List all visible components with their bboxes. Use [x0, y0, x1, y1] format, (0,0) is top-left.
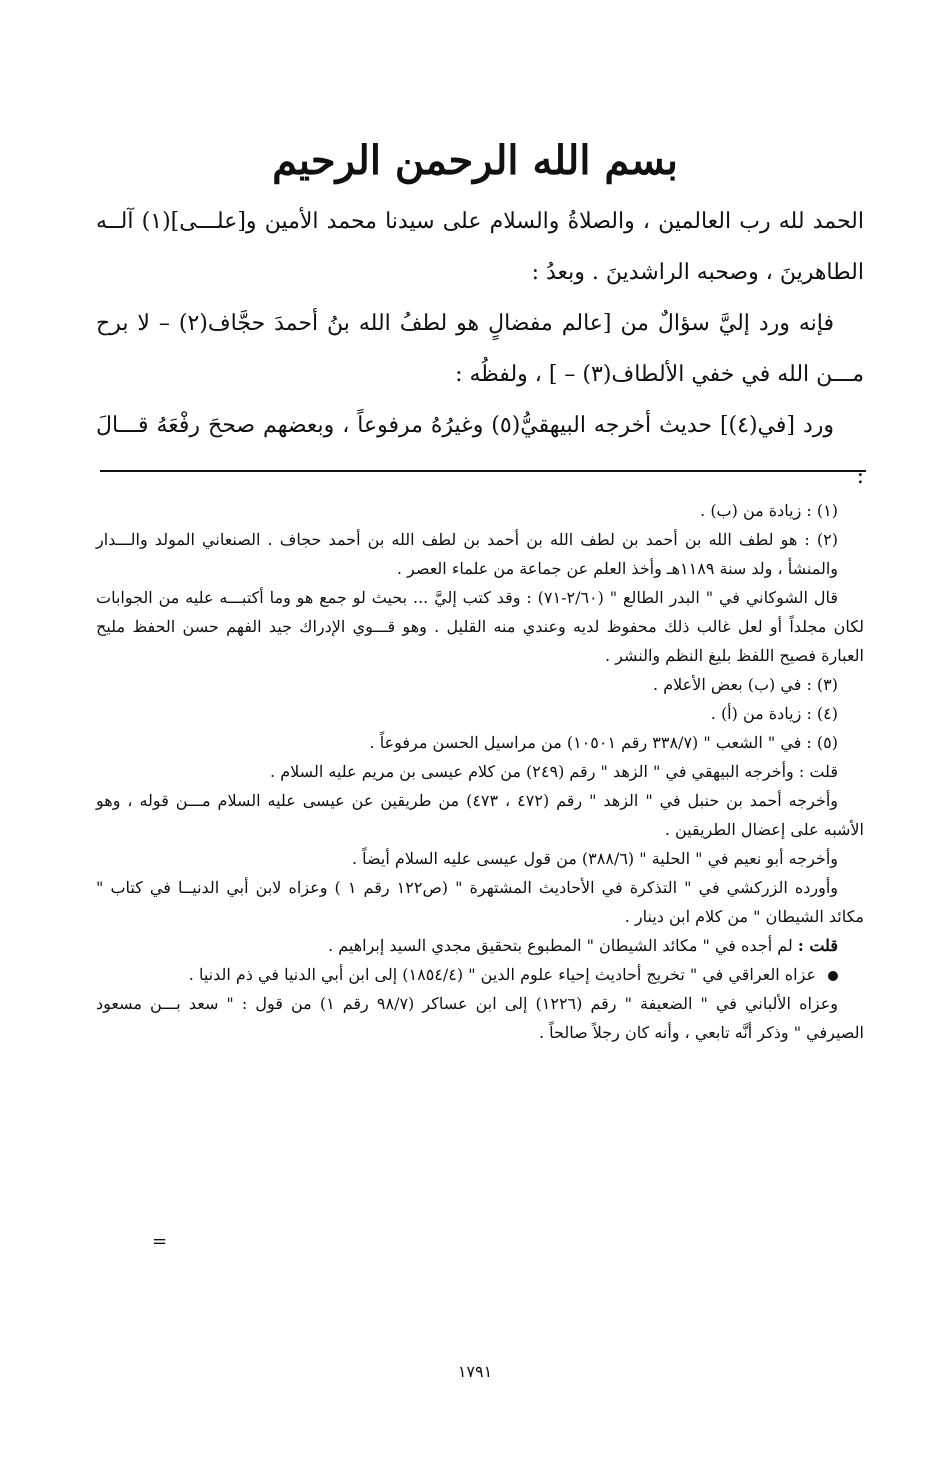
bullet-icon: [828, 971, 838, 981]
footnote-5-note-1: قلت : وأخرجه البيهقي في " الزهد " رقم (٢٤٩) من كلام عيسى بن مريم عليه السلام .: [270, 762, 838, 781]
footnote-5-note-6: وعزاه الألباني في " الضعيفة " رقم (١٢٢٦) إلى ابن عساكر (٩٨/٧ رقم ١) من قول : " سعد بـــن مسعود الصيرفي " وذكر أنَّه تابعي ، وأنه كان رجلاً صالحاً .: [96, 994, 864, 1042]
basmala-title: بسم الله الرحمن الرحيم: [272, 137, 678, 184]
body-paragraph-3: ورد [في(٤)] حديث أخرجه البيهقيُّ(٥) وغيرُهُ مرفوعاً ، وبعضهم صححَ رفْعَهُ قـــالَ :: [96, 413, 864, 489]
footnote-5: (٥) : في " الشعب " (٣٣٨/٧ رقم ١٠٥٠١) من مراسيل الحسن مرفوعاً .: [369, 733, 838, 752]
footnote-1: (١) : زيادة من (ب) .: [700, 501, 838, 520]
footnote-5-note-2: وأخرجه أحمد بن حنبل في " الزهد " رقم (٤٧٢ ، ٤٧٣) من طريقين عن عيسى عليه السلام مـــن قوله ، وهو الأشبه على إعضال الطريقين .: [96, 791, 864, 839]
footnote-5-note-3: وأخرجه أبو نعيم في " الحلية " (٣٨٨/٦) من قول عيسى عليه السلام أيضاً .: [352, 849, 838, 868]
main-text: [96, 196, 864, 502]
footnote-5-note-5: [96, 931, 864, 960]
footnote-5-note-4: وأورده الزركشي في " التذكرة في الأحاديث المشتهرة " (ص١٢٢ رقم ١ ) وعزاه لابن أبي الدنيــا في كتاب " مكائد الشيطان " من كلام ابن دينار .: [96, 878, 864, 926]
body-paragraph-2: فإنه ورد إليَّ سؤالٌ من [عالم مفضالٍ هو لطفُ الله بنُ أحمدَ حجَّاف(٢) – لا برح مـــن الله في خفي الألطاف(٣) – ] ، ولفظُه :: [96, 311, 864, 387]
footnote-5-note-5-text: لم أجده في " مكائد الشيطان " المطبوع بتحقيق مجدي السيد إبراهيم .: [328, 936, 793, 955]
qult-label: قلت :: [797, 936, 838, 955]
footnote-5-bullet-item: [96, 960, 864, 989]
body-paragraph-1: الحمد لله رب العالمين ، والصلاةُ والسلام على سيدنا محمد الأمين و[علـــى](١) آلــه الطاهرينَ ، وصحبه الراشدينَ . وبعدُ :: [96, 209, 864, 285]
footnote-2: (٢) : هو لطف الله بن أحمد بن لطف الله بن أحمد بن لطف الله بن أحمد حجاف . الصنعاني المولد والـــدار والمنشأ ، ولد سنة ١١٨٩هـ وأخذ العلم عن جماعة من علماء العصر .: [96, 530, 838, 578]
footnote-3: (٣) : في (ب) بعض الأعلام .: [653, 675, 838, 694]
footnote-4: (٤) : زيادة من (أ) .: [710, 704, 838, 723]
continuation-mark: =: [152, 1231, 168, 1252]
footnote-2-quote: قال الشوكاني في " البدر الطالع " (٢/٦٠-٧١) : وقد كتب إليَّ ... بحيث لو جمع هو وما أكتبـــه عليه من الجوابات لكان مجلداً أو لعل غالب ذلك محفوظ لديه وعندي منه القليل . وهو قـــوي الإدراك جيد الفهم حسن الحفظ مليح العبارة فصيح اللفظ بليغ النظم والنشر .: [96, 588, 864, 665]
footnotes: [96, 496, 864, 1047]
footnote-separator: [100, 470, 866, 472]
page-number: ١٧٩١: [457, 1362, 493, 1381]
footnote-5-bullet-text: عزاه العراقي في " تخريج أحاديث إحياء علوم الدين " (١٨٥٤/٤) إلى ابن أبي الدنيا في ذم الدنيا .: [188, 965, 816, 984]
